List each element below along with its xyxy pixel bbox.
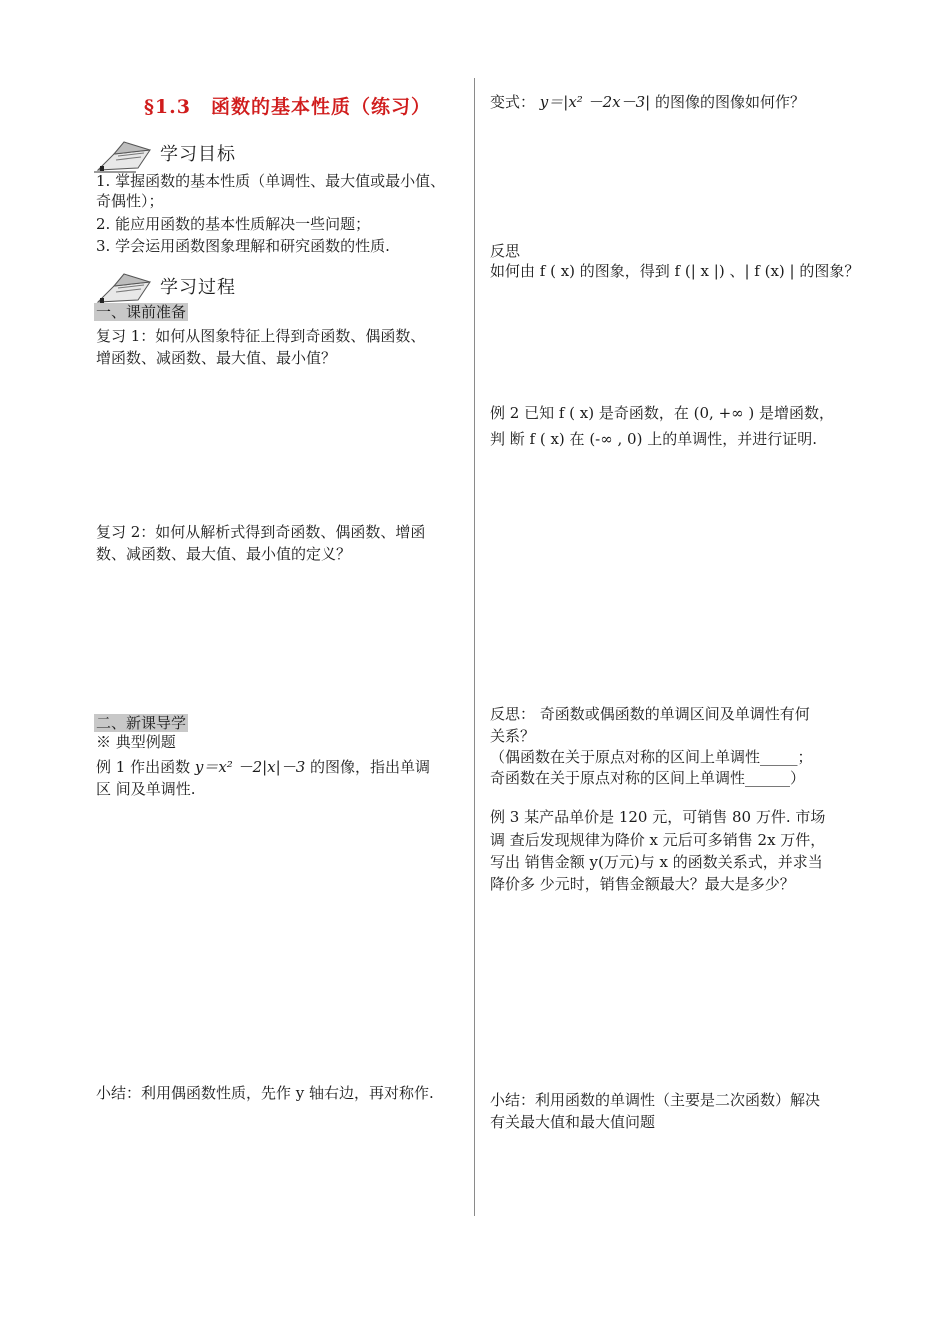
reflection2-line: 关系？ — [490, 727, 536, 745]
goal-line: 奇偶性）； — [96, 192, 164, 210]
typical-examples-label: ※ 典型例题 — [96, 733, 176, 751]
example3-line: 例 3 某产品单价是 120 元，可销售 80 万件. 市场 — [490, 808, 826, 826]
review1-line: 增函数、减函数、最大值、最小值？ — [96, 349, 337, 367]
review2-line: 复习 2：如何从解析式得到奇函数、偶函数、增函 — [96, 523, 426, 541]
goal-line: 3. 学会运用函数图象理解和研究函数的性质. — [96, 237, 390, 255]
page-title: §1.3 函数的基本性质（练习） — [144, 96, 431, 118]
example1-formula: y＝x² －2|x|－3 — [194, 758, 306, 776]
example2-line: 判 断 f ( x) 在 (-∞ , 0) 上的单调性，并进行证明. — [490, 430, 817, 448]
review1-line: 复习 1：如何从图象特征上得到奇函数、偶函数、 — [96, 327, 426, 345]
reflection2-line: 反思： 奇函数或偶函数的单调区间及单调性有何 — [490, 705, 810, 723]
example3-line: 写出 销售金额 y(万元)与 x 的函数关系式，并求当 — [490, 853, 823, 871]
summary-right-line: 小结：利用函数的单调性（主要是二次函数）解决 — [490, 1091, 821, 1109]
example3-line: 调 查后发现规律为降价 x 元后可多销售 2x 万件， — [490, 831, 826, 849]
reflection2-line: 奇函数在关于原点对称的区间上单调性______） — [490, 769, 806, 787]
goal-line: 1. 掌握函数的基本性质（单调性、最大值或最小值、 — [96, 172, 446, 190]
variant-question — [490, 91, 805, 113]
example1-suffix: 的图像，指出单调 — [310, 758, 431, 776]
example2-line: 例 2 已知 f ( x) 是奇函数，在 (0, +∞ ) 是增函数， — [490, 404, 835, 422]
variant-suffix: 的图像的图像如何作？ — [654, 93, 805, 111]
reflection1-title: 反思 — [490, 242, 521, 260]
review2-line: 数、减函数、最大值、最小值的定义？ — [96, 545, 352, 563]
process-heading: 学习过程 — [160, 277, 236, 298]
reflection2-line: （偶函数在关于原点对称的区间上单调性_____； — [490, 748, 813, 766]
section-heading-prep: 一、课前准备 — [96, 303, 187, 321]
book-icon — [94, 140, 154, 174]
column-divider — [474, 78, 475, 1216]
summary-right-line: 有关最大值和最大值问题 — [490, 1113, 656, 1131]
goals-heading: 学习目标 — [160, 144, 236, 165]
variant-prefix: 变式： — [490, 93, 536, 111]
reflection1-body: 如何由 f ( x) 的图象，得到 f (| x |) 、| f (x) | 的图象？ — [490, 262, 860, 280]
section-heading-new: 二、新课导学 — [96, 714, 187, 732]
goal-line: 2. 能应用函数的基本性质解决一些问题； — [96, 215, 371, 233]
summary-left: 小结：利用偶函数性质，先作 y 轴右边，再对称作. — [96, 1084, 434, 1102]
variant-formula: y＝|x² －2x－3| — [539, 93, 651, 111]
example1-line2: 区 间及单调性. — [96, 780, 196, 798]
example3-line: 降价多 少元时，销售金额最大？最大是多少？ — [490, 875, 795, 893]
example1-line1 — [96, 756, 430, 778]
example1-prefix: 例 1 作出函数 — [96, 758, 191, 776]
